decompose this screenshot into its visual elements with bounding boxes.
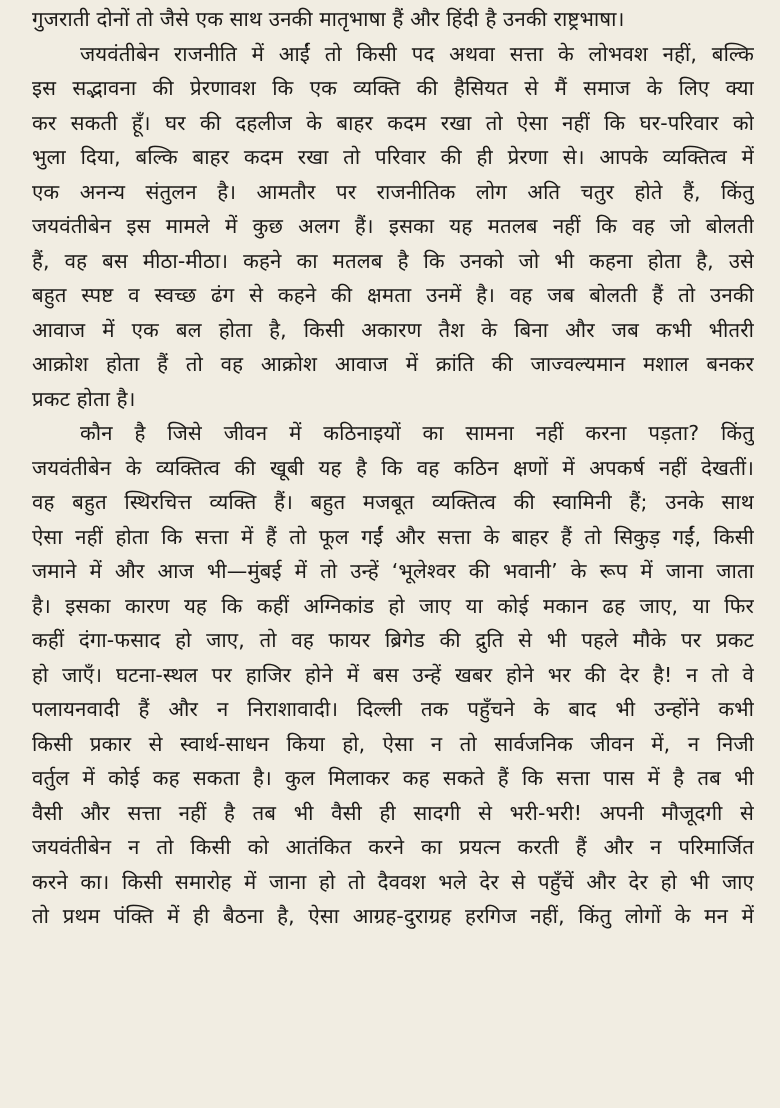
text-line: जयवंतीबेन इस मामले में कुछ अलग हैं। इसका यह मतलब नहीं कि वह जो बोलती (32, 214, 754, 238)
text-line: पलायनवादी हैं और न निराशावादी। दिल्ली तक पहुँचने के बाद भी उन्होंने कभी (32, 697, 754, 721)
text-line: एक अनन्य संतुलन है। आमतौर पर राजनीतिक लोग अति चतुर होते हैं, किंतु (32, 179, 754, 204)
text-line: प्रकट होता है। (32, 386, 136, 411)
text-line: गुजराती दोनों तो जैसे एक साथ उनकी मातृभाषा हैं और हिंदी है उनकी राष्ट्रभाषा। (32, 7, 625, 31)
text-line: कहीं दंगा-फसाद हो जाए, तो वह फायर ब्रिगेड की द्रुति से भी पहले मौके पर प्रकट (32, 628, 754, 652)
paragraph-3 (32, 416, 754, 934)
text-line: वह बहुत स्थिरचित्त व्यक्ति हैं। बहुत मजबूत व्यक्तित्व की स्वामिनी हैं; उनके साथ (32, 490, 754, 514)
text-line: ऐसा नहीं होता कि सत्ता में हैं तो फूल गईं और सत्ता के बाहर हैं तो सिकुड़ गईं, किसी (32, 524, 754, 549)
text-line: आक्रोश होता हैं तो वह आक्रोश आवाज में क्रांति की जाज्वल्यमान मशाल बनकर (32, 352, 754, 376)
text-line: भुला दिया, बल्कि बाहर कदम रखा तो परिवार की ही प्रेरणा से। आपके व्यक्तित्व में (32, 145, 754, 169)
paragraph-1 (32, 2, 754, 37)
text-line: कर सकती हूँ। घर की दहलीज के बाहर कदम रखा तो ऐसा नहीं कि घर-परिवार को (32, 110, 754, 135)
text-line: हो जाएँ। घटना-स्थल पर हाजिर होने में बस उन्हें खबर होने भर की देर है! न तो वे (32, 662, 754, 687)
text-line: बहुत स्पष्ट व स्वच्छ ढंग से कहने की क्षमता उनमें है। वह जब बोलती हैं तो उनकी (32, 283, 754, 307)
text-line: वैसी और सत्ता नहीं है तब भी वैसी ही सादगी से भरी-भरी! अपनी मौजूदगी से (32, 800, 754, 825)
text-line: कौन है जिसे जीवन में कठिनाइयों का सामना नहीं करना पड़ता? किंतु (80, 421, 754, 445)
text-line: करने का। किसी समारोह में जाना हो तो दैववश भले देर से पहुँचें और देर हो भी जाए (32, 869, 754, 894)
text-line: जयवंतीबेन के व्यक्तित्व की खूबी यह है कि वह कठिन क्षणों में अपकर्ष नहीं देखतीं। (32, 455, 754, 480)
text-line: वर्तुल में कोई कह सकता है। कुल मिलाकर कह सकते हैं कि सत्ता पास में है तब भी (32, 766, 754, 790)
text-line: आवाज में एक बल होता है, किसी अकारण तैश के बिना और जब कभी भीतरी (32, 317, 754, 342)
text-line: तो प्रथम पंक्ति में ही बैठना है, ऐसा आग्रह-दुराग्रह हरगिज नहीं, किंतु लोगों के मन में (32, 904, 754, 928)
text-line: हैं, वह बस मीठा-मीठा। कहने का मतलब है कि उनको जो भी कहना होता है, उसे (32, 248, 754, 273)
text-line: इस सद्भावना की प्रेरणावश कि एक व्यक्ति की हैसियत से मैं समाज के लिए क्या (32, 76, 754, 100)
text-line: जमाने में और आज भी—मुंबई में तो उन्हें ‘भूलेश्वर की भवानी’ के रूप में जाना जाता (32, 559, 754, 583)
text-line: जयवंतीबेन न तो किसी को आतंकित करने का प्रयत्न करती हैं और न परिमार्जित (32, 835, 754, 859)
text-line: जयवंतीबेन राजनीति में आईं तो किसी पद अथवा सत्ता के लोभवश नहीं, बल्कि (80, 41, 754, 66)
text-line: किसी प्रकार से स्वार्थ-साधन किया हो, ऐसा न तो सार्वजनिक जीवन में, न निजी (32, 731, 754, 756)
text-line: है। इसका कारण यह कि कहीं अग्निकांड हो जाए या कोई मकान ढह जाए, या फिर (32, 593, 754, 618)
paragraph-2 (32, 37, 754, 417)
